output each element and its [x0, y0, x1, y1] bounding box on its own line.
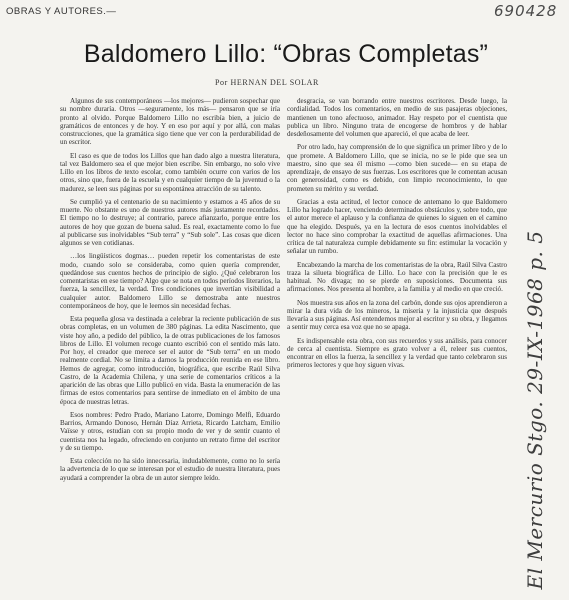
paragraph: Gracias a esta actitud, el lector conoce de antemano lo que Baldomero Lillo ha logrado hacer, venciendo determinados obstáculos y, sobre todo, que el autor merece el aplauso y la confianza de quienes lo siguen en el camino que ha elegido. Después, ya en la lectura de esos cuentos inolvidables el lector no hace sino comprobar la exactitud de aquellas afirmaciones. Una crítica de tal naturaleza cumple debidamente su fin: estimular la vocación y señalar un rumbo.: [287, 197, 507, 256]
section-label: OBRAS Y AUTORES.—: [6, 6, 117, 17]
paragraph: Es indispensable esta obra, con sus recuerdos y sus análisis, para conocer de cerca al cuentista. Siempre es grato volver a él, releer sus cuentos, encontrar en ellos la fuerza, la sencillez y la verdad que tanto celebraron sus primeros lectores y que hoy siguen vivas.: [287, 336, 507, 370]
article-byline: Por HERNAN DEL SOLAR: [215, 78, 319, 87]
paragraph: desgracia, se van borrando entre nuestros escritores. Desde luego, la cordialidad. Todos los comentarios, en medio de sus pasajeras objeciones, mantienen un tono afectuoso, animador. Hay respeto por el cuentista que publica un libro. Ninguno trata de encogerse de hombros y de hablar desdeñosamente del volumen que apareció, el que acaba de leer.: [287, 97, 507, 138]
paragraph: Esta pequeña glosa va destinada a celebrar la reciente publicación de sus obras completas, en un volumen de 380 páginas. La edita Nascimento, que viste hoy año, a pedido del público, la de otras publicaciones de los famosos libros de Lillo. El volumen recoge cuanto escribió con el sentido más lato. Por hoy, el creador que merece ser el autor de “Sub terra” en un modo realmente cordial. No se limita a darnos la producción reunida en ese libro. Hemos de agregar, como introducción, biográfica, que escribe Raúl Silva Castro, de la Academia Chilena, y una serie de comentarios críticos a la aparición de las obras que Lillo publicó en vida. Basta la enumeración de las firmas de estos comentarios para sentirse de inmediato en el ámbito de una época de nuestras letras.: [60, 315, 280, 406]
handwritten-source-text: El Mercurio Stgo. 29-IX-1968 p. 5: [523, 230, 547, 590]
article-column-left: [60, 97, 280, 597]
paragraph: Por otro lado, hay comprensión de lo que significa un primer libro y de lo que promete. A Baldomero Lillo, que se inicia, no se le pide que sea un maestro, sino que sea él mismo —como bien sucede— en su etapa de aprendizaje, de ensayo de sus fuerzas. Los escritores que le comentan acusan con generosidad, como es debido, con limpio reconocimiento, lo que prometen su mérito y su verdad.: [287, 143, 507, 193]
paragraph: Nos muestra sus años en la zona del carbón, donde sus ojos aprendieron a mirar la dura vida de los mineros, la miseria y la injusticia que después llevaría a sus páginas. Así entendemos mejor al escritor y su obra, y llegamos a sentir muy cerca esa voz que no se apaga.: [287, 298, 507, 332]
article-column-right: [287, 97, 507, 597]
paragraph: Se cumplió ya el centenario de su nacimiento y estamos a 45 años de su muerte. No obstante es uno de nuestros autores más justamente recordados. El tiempo no lo destruye; al contrario, parece afianzarlo, porque entre los autores de hoy que gozan de buena salud. Es real, exactamente como lo fue al publicarse sus inolvidables “Sub terra” y “Sub sole”. Las cosas que dicen algunos se ven cotidianas.: [60, 197, 280, 247]
paragraph: …los lingüísticos dogmas… pueden repetir los comentaristas de este modo, cuando solo se consideraba, como quien quería comprender, quedándose sus cuentos hechos de principio de siglo. ¿Qué celebraron los comentaristas en ese tiempo? Algo que se nota en todos períodos literarios, la fuerza, la sencillez, la verdad. Tres condiciones que invertían visibilidad a cualquier autor. Baldomero Lillo se demostraba ante nuestros contemporáneos de hoy, que le leemos sin necesidad fechas.: [60, 252, 280, 310]
handwritten-source-note: [505, 220, 565, 600]
paragraph: Encabezando la marcha de los comentaristas de la obra, Raúl Silva Castro traza la silueta biográfica de Lillo. Lo hace con la precisión que le es habitual. No divaga; no se pierde en suposiciones. Documenta sus afirmaciones. Nos presenta al hombre, a la familia y al medio en que creció.: [287, 260, 507, 294]
article-title: Baldomero Lillo: “Obras Completas”: [83, 40, 489, 68]
paragraph: Algunos de sus contemporáneos —los mejores— pudieron sospechar que su nombre duraría. Otros —seguramente, los más— pensaron que se iría pronto al olvido. Porque Baldomero Lillo no escribía bien, a juicio de gramáticos de entonces y de hoy. Y en eso por aquí y por allá, con malas construcciones, que la gramática sigo tiene que ver con la perdurabilidad de un escritor.: [60, 97, 280, 147]
paragraph: Esta colección no ha sido innecesaria, indudablemente, como no lo sería la advertencia de lo que se interesan por el estudio de nuestra literatura, pues ayudará a comprender la obra de un autor siempre leído.: [60, 457, 280, 482]
paragraph: El caso es que de todos los Lillos que han dado algo a nuestra literatura, tal vez Baldomero sea el que mejor bien escribe. Sin embargo, no solo vive Lillo en los libros de texto escolar, como también ocurre con varios de los otros, sino que, fuera de la escuela y en cualquier tiempo de la juventud o la madurez, se leen sus páginas por su espontánea atracción de su talento.: [60, 151, 280, 193]
paragraph: Esos nombres: Pedro Prado, Mariano Latorre, Domingo Melfi, Eduardo Barrios, Armando Donoso, Hernán Díaz Arrieta, Ricardo Latcham, Emilio Vaïsse y otros, estudian con su propio modo de ver y de sentir cuanto el cuentista nos ha legado, ofreciendo en conjunto un retrato firme del escritor y de su tiempo.: [60, 410, 280, 452]
archive-stamp-number: 690428: [494, 2, 558, 20]
